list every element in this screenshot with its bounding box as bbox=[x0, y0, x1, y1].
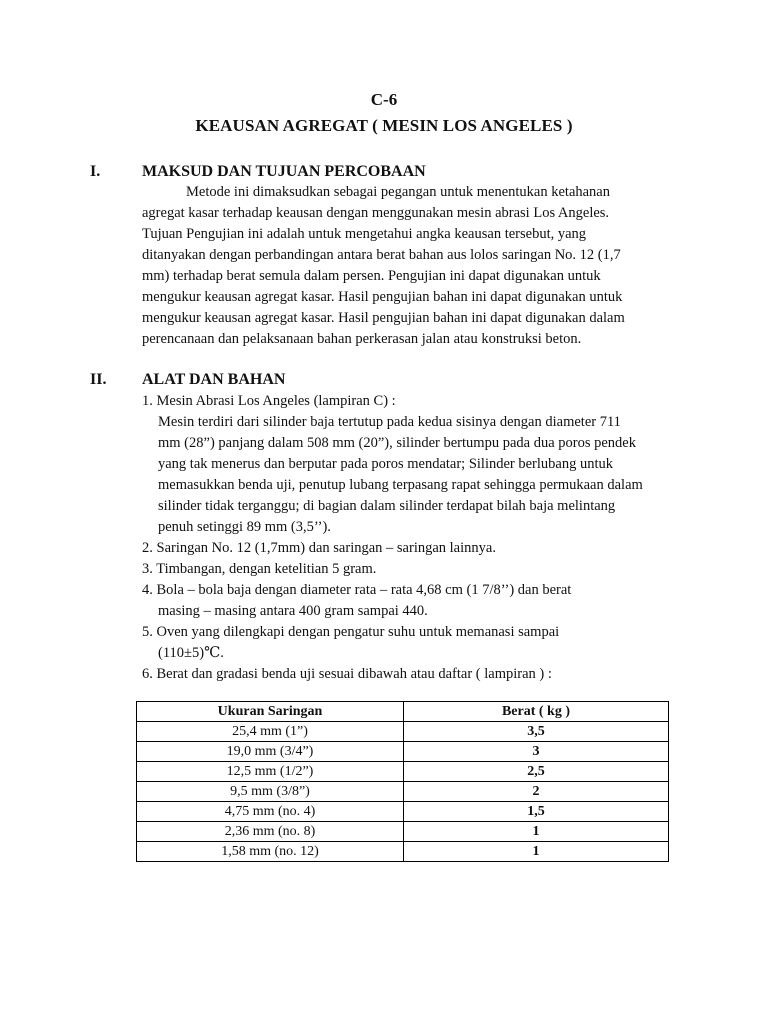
list-item: 5. Oven yang dilengkapi dengan pengatur suhu untuk memanasi sampai bbox=[142, 624, 560, 640]
sieve-weight-table bbox=[136, 701, 669, 862]
list-item-continuation: masing – masing antara 400 gram sampai 440. bbox=[158, 603, 428, 619]
list-item-continuation: (110±5)℃. bbox=[158, 645, 224, 661]
paragraph-line bbox=[142, 329, 662, 350]
section-2-title: ALAT DAN BAHAN bbox=[142, 371, 286, 388]
table-header-row bbox=[137, 702, 669, 722]
table-row bbox=[137, 842, 669, 862]
list-item-continuation: yang tak menerus dan berputar pada poros mendatar; Silinder berlubang untuk bbox=[158, 456, 614, 472]
paragraph-line-text: perencanaan dan pelaksanaan bahan perkerasan jalan atau konstruksi beton. bbox=[142, 331, 582, 347]
list-item-continuation: memasukkan benda uji, penutup lubang terpasang rapat sehingga permukaan dalam bbox=[158, 477, 643, 493]
weight-cell: 2,5 bbox=[404, 762, 669, 782]
table-row bbox=[137, 762, 669, 782]
paragraph-line-text: mengukur keausan agregat kasar. Hasil pengujian bahan ini dapat digunakan dalam bbox=[142, 310, 625, 326]
table-header-weight: Berat ( kg ) bbox=[404, 702, 669, 722]
list-item: 4. Bola – bola baja dengan diameter rata – rata 4,68 cm (1 7/8’’) dan berat bbox=[142, 582, 572, 598]
list-item-continuation: Mesin terdiri dari silinder baja tertutup pada kedua sisinya dengan diameter 711 bbox=[158, 414, 621, 430]
paragraph-line bbox=[142, 203, 662, 224]
sieve-size-cell: 2,36 mm (no. 8) bbox=[137, 822, 404, 842]
list-item: 1. Mesin Abrasi Los Angeles (lampiran C) : bbox=[142, 393, 396, 409]
paragraph-line-text: agregat kasar terhadap keausan dengan menggunakan mesin abrasi Los Angeles. bbox=[142, 205, 610, 221]
section-2-number: II. bbox=[90, 371, 107, 388]
list-item: 3. Timbangan, dengan ketelitian 5 gram. bbox=[142, 561, 377, 577]
list-item-continuation: mm (28”) panjang dalam 508 mm (20”), silinder bertumpu pada dua poros pendek bbox=[158, 435, 636, 451]
paragraph-line bbox=[142, 308, 662, 329]
paragraph-line-text: ditanyakan dengan perbandingan antara berat bahan aus lolos saringan No. 12 (1,7 bbox=[142, 247, 621, 263]
sieve-size-cell: 25,4 mm (1”) bbox=[137, 722, 404, 742]
section-2-list bbox=[142, 391, 672, 685]
weight-cell: 3 bbox=[404, 742, 669, 762]
sieve-size-cell: 9,5 mm (3/8”) bbox=[137, 782, 404, 802]
sieve-size-cell: 1,58 mm (no. 12) bbox=[137, 842, 404, 862]
list-item: 2. Saringan No. 12 (1,7mm) dan saringan – saringan lainnya. bbox=[142, 540, 496, 556]
weight-cell: 3,5 bbox=[404, 722, 669, 742]
sieve-size-cell: 19,0 mm (3/4”) bbox=[137, 742, 404, 762]
section-1-title: MAKSUD DAN TUJUAN PERCOBAAN bbox=[142, 163, 426, 180]
sieve-size-cell: 12,5 mm (1/2”) bbox=[137, 762, 404, 782]
sieve-size-cell: 4,75 mm (no. 4) bbox=[137, 802, 404, 822]
document-title: KEAUSAN AGREGAT ( MESIN LOS ANGELES ) bbox=[195, 116, 573, 135]
table-row bbox=[137, 742, 669, 762]
table-row bbox=[137, 802, 669, 822]
weight-cell: 1 bbox=[404, 822, 669, 842]
paragraph-line-text: Metode ini dimaksudkan sebagai pegangan untuk menentukan ketahanan bbox=[186, 184, 610, 200]
paragraph-line bbox=[142, 182, 662, 203]
list-item-continuation: penuh setinggi 89 mm (3,5’’). bbox=[158, 519, 331, 535]
paragraph-line bbox=[142, 266, 662, 287]
weight-cell: 1 bbox=[404, 842, 669, 862]
weight-cell: 1,5 bbox=[404, 802, 669, 822]
list-item: 6. Berat dan gradasi benda uji sesuai dibawah atau daftar ( lampiran ) : bbox=[142, 666, 552, 682]
paragraph-line-text: Tujuan Pengujian ini adalah untuk mengetahui angka keausan tersebut, yang bbox=[142, 226, 587, 242]
section-1-number: I. bbox=[90, 163, 101, 180]
table-row bbox=[137, 782, 669, 802]
paragraph-line bbox=[142, 245, 662, 266]
paragraph-line-text: mengukur keausan agregat kasar. Hasil pengujian bahan ini dapat digunakan untuk bbox=[142, 289, 623, 305]
section-1-paragraph bbox=[142, 182, 662, 350]
table-row bbox=[137, 822, 669, 842]
paragraph-line bbox=[142, 287, 662, 308]
paragraph-line-text: mm) terhadap berat semula dalam persen. Pengujian ini dapat digunakan untuk bbox=[142, 268, 601, 284]
document-code: C-6 bbox=[370, 90, 398, 109]
paragraph-line bbox=[142, 224, 662, 245]
weight-cell: 2 bbox=[404, 782, 669, 802]
table-row bbox=[137, 722, 669, 742]
table-header-sieve-size: Ukuran Saringan bbox=[137, 702, 404, 722]
list-item-continuation: silinder tidak terganggu; di bagian dalam silinder terdapat bilah baja melintang bbox=[158, 498, 616, 514]
